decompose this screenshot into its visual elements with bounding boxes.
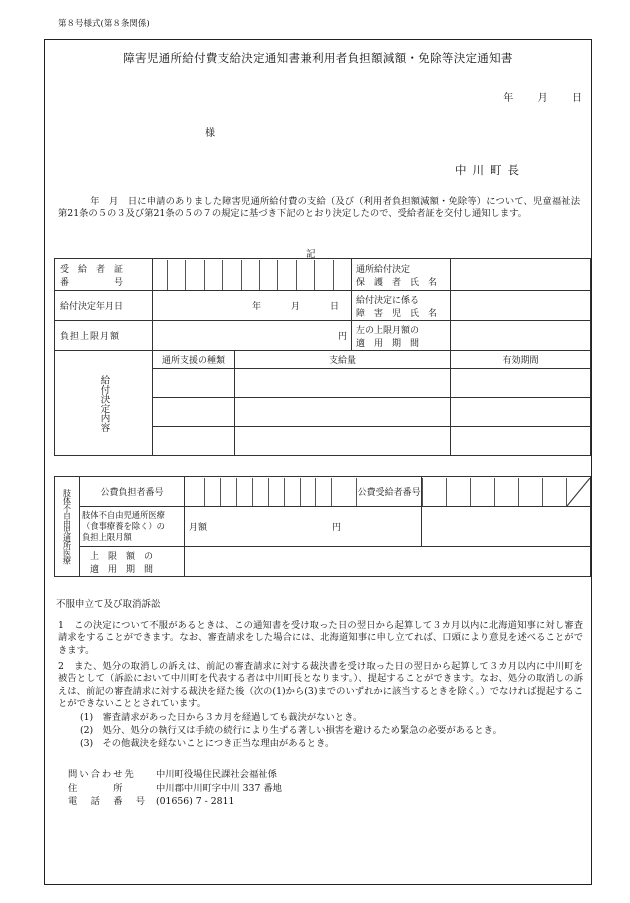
medical-cap-blank [422,507,591,547]
cap-period-label [352,321,451,351]
medical-cap-label-2: （食事療養を除く）の [82,521,165,531]
decision-month: 月 [290,302,300,312]
yen-unit: 円 [337,332,347,342]
col-valid-period: 有効期間 [451,351,591,369]
contact-block [68,768,282,809]
phone-label: 電 話 番 号 [68,796,148,807]
medical-cap-label-1: 肢体不自由児通所医療 [82,510,165,520]
period-cell[interactable] [451,427,591,456]
child-name-field[interactable] [451,291,591,321]
inquiry-value: 中川町役場住民課社会福祉係 [156,769,277,780]
child-name-label [352,291,451,321]
public-recipient-label: 公費受給者番号 [356,478,421,506]
amount-cell[interactable] [235,427,451,456]
decision-day: 日 [329,302,339,312]
ki-heading: 記 [306,249,316,260]
phone-value: (01656) 7 - 2811 [156,796,235,807]
amount-cell[interactable] [235,369,451,398]
amount-cell[interactable] [235,398,451,427]
public-recipient-boxes[interactable] [422,477,591,507]
form-number-label: 第８号様式(第８条関係) [58,19,150,29]
service-cell[interactable] [153,398,235,427]
medical-side-label: 肢体不自由児通所医療 [62,489,72,564]
decision-table [54,258,591,456]
recipient-number-label-1: 受 給 者 証 [60,264,124,275]
decision-year: 年 [251,302,261,312]
body-text: 年 月 日に申請のありました障害児通所給付費の支給（及び（利用者負担額減額・免除等）について、児童福祉法第21条の５の３及び第21条の５の７の規定に基づき下記のとおり決定したので、受給者証を交付し通知します。 [58,196,580,219]
digit-boxes [153,260,351,290]
date-month: 月 [537,93,548,104]
medical-period-label-2: 適 用 期 間 [90,564,154,575]
public-payer-label: 公費負担者番号 [80,477,185,507]
monthly-label: 月額 [189,523,208,533]
public-payer-boxes[interactable] [185,477,422,507]
child-label-1: 給付決定に係る [356,295,420,306]
medical-period-label-1: 上 限 額 の [90,551,154,562]
payer-digit-boxes [185,478,421,506]
recipient-digit-boxes [422,478,590,506]
medical-cap-label [80,507,185,547]
issuer-name: 中川町長 [455,163,525,177]
cap-period-label-1: 左の上限月額の [356,325,420,336]
recipient-number-label-2: 番 号 [60,277,124,288]
date-day: 日 [572,93,582,104]
medical-table [54,476,591,577]
cap-period-label-2: 適 用 期 間 [356,338,420,349]
sub-note-2: (2) 処分、処分の執行又は手続の続行により生ずる著しい損害を避けるため緊急の必要があるとき。 [80,725,502,736]
inquiry-label: 問い合わせ先 [68,769,136,780]
medical-period-label [80,547,185,577]
monthly-cap-label [55,321,153,351]
body-paragraph [58,196,580,220]
decision-date-label-text: 給付決定年月日 [60,302,124,312]
period-cell[interactable] [451,369,591,398]
note-1-number: 1 [58,620,64,631]
medical-period-field[interactable] [185,547,591,577]
service-cell[interactable] [153,427,235,456]
sub-note-1: (1) 審査請求があった日から３カ月を経過しても裁決がないとき。 [80,712,363,723]
note-2 [58,661,583,710]
date-year: 年 [503,93,514,104]
monthly-cap-label-text: 負担上限月額 [60,332,121,342]
medical-side-cell [55,477,80,577]
slash-box [566,478,590,506]
guardian-label-1: 通所給付決定 [356,264,411,275]
recipient-number-label [55,259,153,291]
period-cell[interactable] [451,398,591,427]
addressee-suffix: 様 [205,128,215,139]
issue-date [503,89,582,104]
monthly-cap-field[interactable] [153,321,352,351]
note-1-text: この決定について不服があるときは、この通知書を受け取った日の翌日から起算して３カ月以内に北海道知事に対し審査請求をすることができます。なお、審査請求をした場合には、北海道知事に申し立てれば、口頭により意見を述べることができます。 [58,620,583,656]
decision-date-label [55,291,153,321]
decision-date-field[interactable] [153,291,352,321]
content-side-label: 給付決定内容 [98,374,110,432]
service-cell[interactable] [153,369,235,398]
col-service-type: 通所支援の種類 [153,351,235,369]
guardian-label-2: 保 護 者 氏 名 [356,277,438,288]
document-title: 障害児通所給付費支給決定通知書兼利用者負担額減額・免除等決定通知書 [123,51,513,65]
col-amount: 支給量 [235,351,451,369]
guardian-name-label [352,259,451,291]
child-label-2: 障 害 児 氏 名 [356,308,438,319]
appeal-title: 不服申立て及び取消訴訟 [56,599,161,610]
medical-yen-unit: 円 [331,523,341,533]
sub-note-3: (3) その他裁決を経ないことにつき正当な理由があるとき。 [80,738,335,749]
note-2-number: 2 [58,661,64,672]
content-side-cell [55,351,153,456]
guardian-name-field[interactable] [451,259,591,291]
address-value: 中川郡中川町字中川 337 番地 [156,782,282,794]
note-1 [58,620,583,657]
address-label: 住 所 [68,782,125,794]
cap-period-field[interactable] [451,321,591,351]
medical-cap-field[interactable] [185,507,422,547]
note-2-text: また、処分の取消しの訴えは、前記の審査請求に対する裁決書を受け取った日の翌日から起算して３カ月以内に中川町を被告として（訴訟において中川町を代表する者は中川町長となります。）、提起することができます。なお、処分の取消しの訴えは、前記の審査請求に対する裁決を経た後（次の(1)から(3)までのいずれかに該当するときを除く。）でなければ提起することができないこととされています。 [58,661,583,709]
medical-cap-label-3: 負担上限月額 [82,532,132,542]
recipient-number-boxes[interactable] [153,259,352,291]
